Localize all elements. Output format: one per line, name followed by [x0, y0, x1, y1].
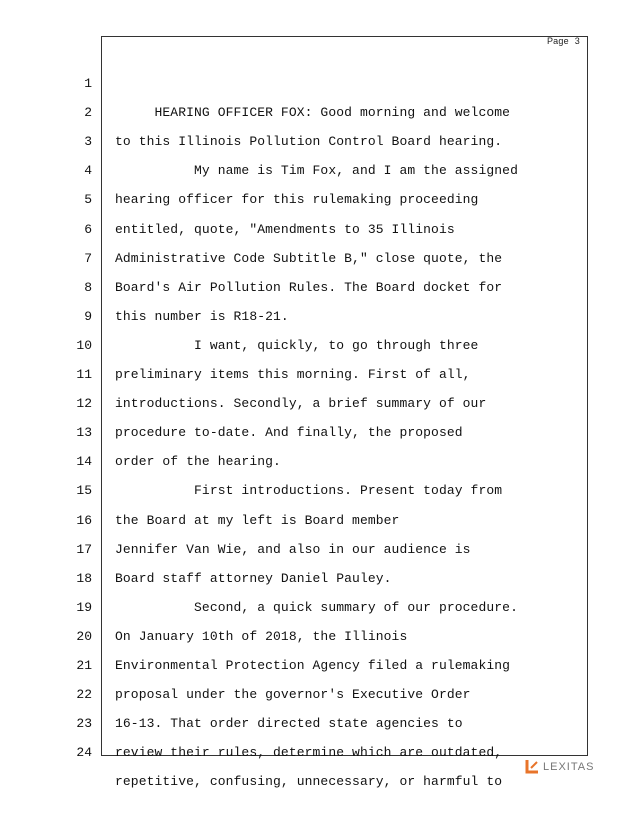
- line-number: 23: [76, 716, 92, 732]
- line-text: Administrative Code Subtitle B," close quote, the: [115, 250, 503, 266]
- line-text: proposal under the governor's Executive Order: [115, 687, 471, 703]
- line-text: 16-13. That order directed state agencies to: [115, 716, 463, 732]
- line-number: 15: [76, 483, 92, 499]
- line-text: the Board at my left is Board member: [115, 512, 400, 528]
- line-number: 2: [84, 105, 92, 121]
- lexitas-logo-icon: [524, 759, 540, 775]
- line-text: to this Illinois Pollution Control Board hearing.: [115, 134, 503, 150]
- line-text: On January 10th of 2018, the Illinois: [115, 628, 408, 644]
- line-number: 20: [76, 628, 92, 644]
- line-text: order of the hearing.: [115, 454, 281, 470]
- line-number: 19: [76, 599, 92, 615]
- line-number: 4: [84, 163, 92, 179]
- lexitas-logo: [524, 758, 594, 776]
- line-number: 11: [76, 367, 92, 383]
- line-number: 6: [84, 221, 92, 237]
- line-text: repetitive, confusing, unnecessary, or harmful to: [115, 774, 503, 790]
- logo-text: LEXITAS: [543, 761, 595, 773]
- line-text: review their rules, determine which are outdated,: [115, 745, 503, 761]
- line-number: 3: [84, 134, 92, 150]
- line-number: 13: [76, 425, 92, 441]
- line-text: this number is R18-21.: [115, 308, 289, 324]
- line-text: entitled, quote, "Amendments to 35 Illinois: [115, 221, 455, 237]
- line-number: 10: [76, 337, 92, 353]
- line-text: I want, quickly, to go through three: [115, 337, 479, 353]
- line-text: introductions. Secondly, a brief summary of our: [115, 396, 487, 412]
- line-number: 9: [84, 308, 92, 324]
- line-number: 14: [76, 454, 92, 470]
- page-number: 3: [574, 36, 580, 46]
- line-number: 5: [84, 192, 92, 208]
- page-label: Page: [546, 36, 569, 46]
- line-text: procedure to-date. And finally, the proposed: [115, 425, 463, 441]
- line-number: 17: [76, 541, 92, 557]
- line-number: 8: [84, 279, 92, 295]
- line-text: Board's Air Pollution Rules. The Board docket for: [115, 279, 503, 295]
- line-number: 7: [84, 250, 92, 266]
- line-number: 22: [76, 687, 92, 703]
- line-number: 12: [76, 396, 92, 412]
- line-text: Environmental Protection Agency filed a rulemaking: [115, 657, 511, 673]
- line-text: Jennifer Van Wie, and also in our audience is: [115, 541, 471, 557]
- line-number: 16: [76, 512, 92, 528]
- line-number: 21: [76, 657, 92, 673]
- line-text: Second, a quick summary of our procedure.: [115, 599, 518, 615]
- line-text: My name is Tim Fox, and I am the assigned: [115, 163, 518, 179]
- line-text: HEARING OFFICER FOX: Good morning and welcome: [115, 105, 511, 121]
- line-text: hearing officer for this rulemaking proceeding: [115, 192, 479, 208]
- line-text: Board staff attorney Daniel Pauley.: [115, 570, 392, 586]
- transcript-line: [0, 40, 618, 121]
- line-number: 1: [84, 76, 92, 92]
- line-number: 18: [76, 570, 92, 586]
- line-number: 24: [76, 745, 92, 761]
- line-text: preliminary items this morning. First of all,: [115, 367, 471, 383]
- line-text: First introductions. Present today from: [115, 483, 503, 499]
